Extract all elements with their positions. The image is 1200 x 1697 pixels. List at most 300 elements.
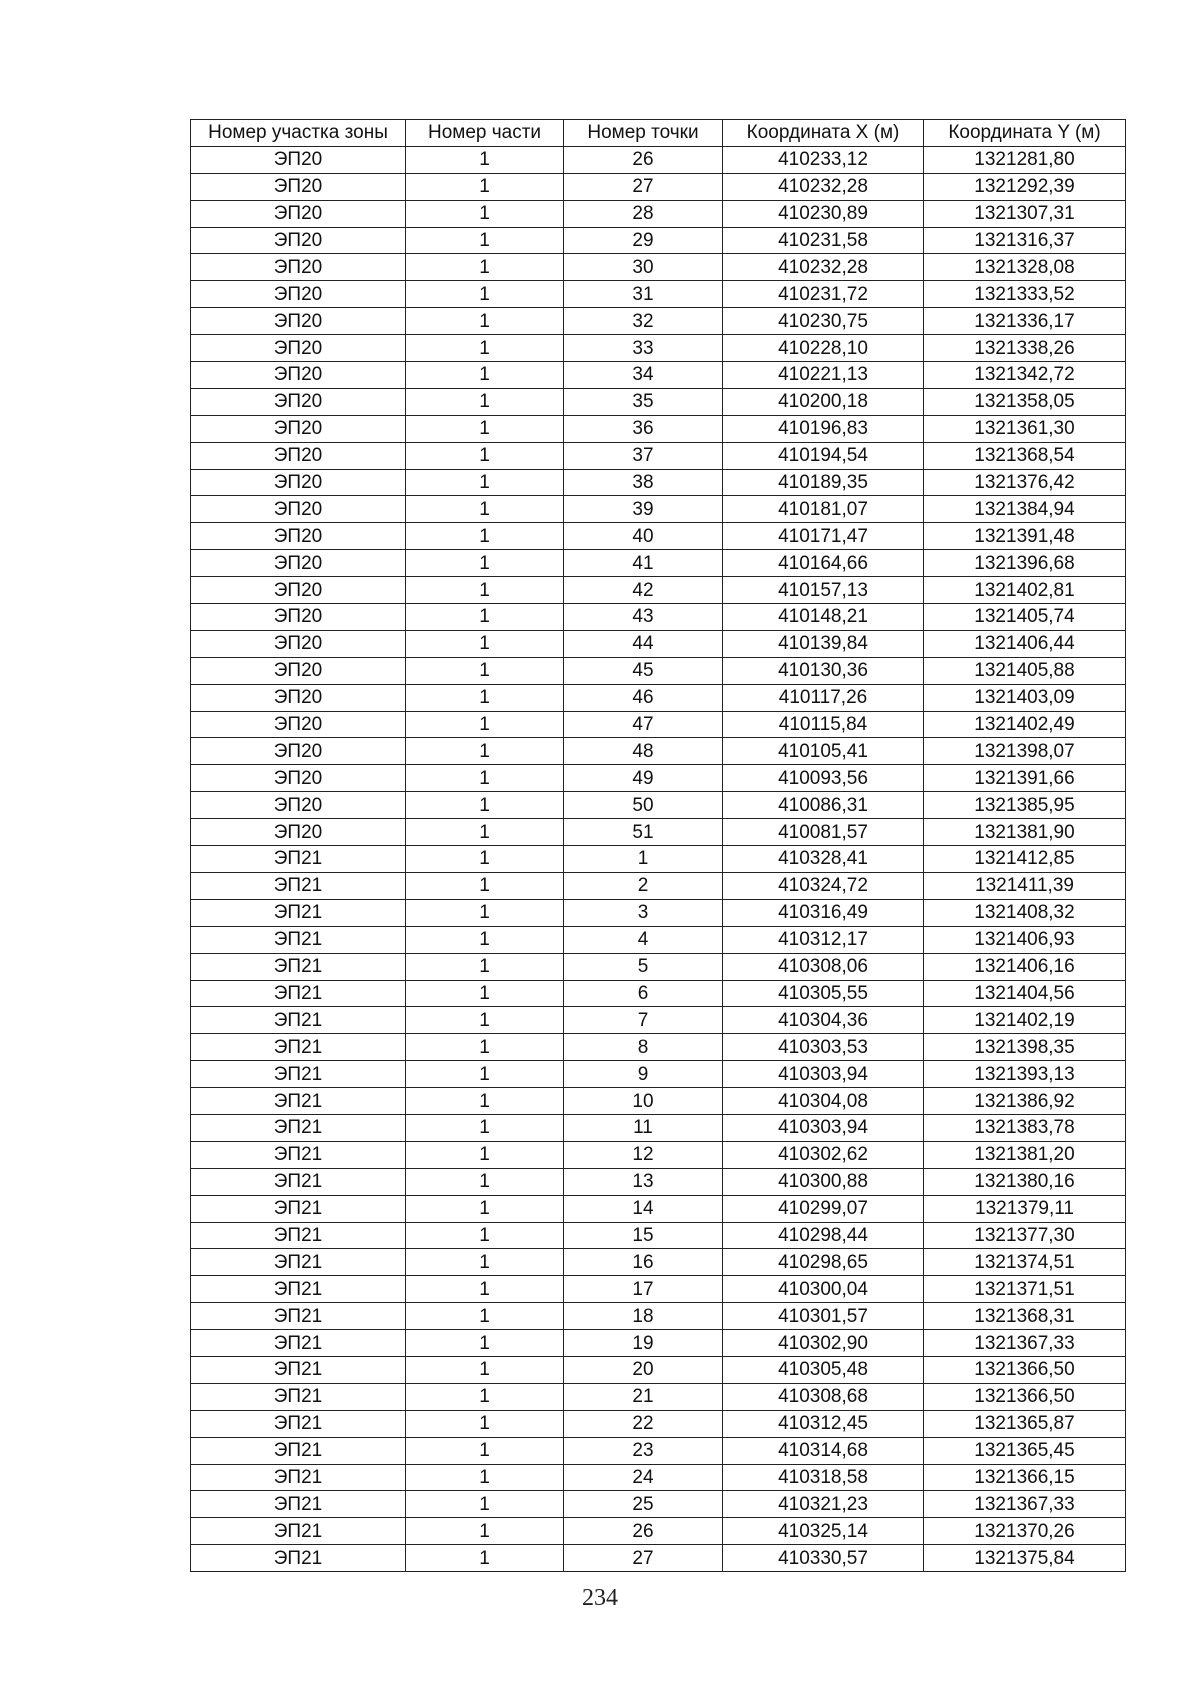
- point-number-cell: 28: [564, 200, 723, 227]
- zone-section-cell: ЭП20: [191, 657, 406, 684]
- zone-section-cell: ЭП21: [191, 1464, 406, 1491]
- point-number-cell: 43: [564, 604, 723, 631]
- coordinate-y-cell: 1321328,08: [924, 254, 1126, 281]
- header-coordinate-y: Координата Y (м): [924, 120, 1126, 147]
- zone-section-cell: ЭП21: [191, 1356, 406, 1383]
- coordinate-y-cell: 1321396,68: [924, 550, 1126, 577]
- part-number-cell: 1: [406, 819, 564, 846]
- coordinate-y-cell: 1321393,13: [924, 1061, 1126, 1088]
- zone-section-cell: ЭП20: [191, 200, 406, 227]
- coordinate-y-cell: 1321381,90: [924, 819, 1126, 846]
- point-number-cell: 45: [564, 657, 723, 684]
- point-number-cell: 51: [564, 819, 723, 846]
- coordinate-x-cell: 410086,31: [723, 792, 924, 819]
- part-number-cell: 1: [406, 254, 564, 281]
- zone-section-cell: ЭП21: [191, 846, 406, 873]
- coordinates-table: [190, 119, 1126, 1572]
- coordinate-y-cell: 1321385,95: [924, 792, 1126, 819]
- point-number-cell: 44: [564, 630, 723, 657]
- zone-section-cell: ЭП21: [191, 1330, 406, 1357]
- table-row: [191, 496, 1126, 523]
- coordinate-y-cell: 1321358,05: [924, 388, 1126, 415]
- table-row: [191, 200, 1126, 227]
- part-number-cell: 1: [406, 1491, 564, 1518]
- point-number-cell: 34: [564, 362, 723, 389]
- coordinate-x-cell: 410304,08: [723, 1088, 924, 1115]
- table-row: [191, 1114, 1126, 1141]
- coordinate-x-cell: 410300,88: [723, 1168, 924, 1195]
- coordinate-x-cell: 410189,35: [723, 469, 924, 496]
- table-row: [191, 550, 1126, 577]
- point-number-cell: 42: [564, 577, 723, 604]
- zone-section-cell: ЭП21: [191, 1222, 406, 1249]
- point-number-cell: 5: [564, 953, 723, 980]
- coordinate-x-cell: 410304,36: [723, 1007, 924, 1034]
- coordinate-x-cell: 410230,89: [723, 200, 924, 227]
- part-number-cell: 1: [406, 1061, 564, 1088]
- table-row: [191, 308, 1126, 335]
- part-number-cell: 1: [406, 630, 564, 657]
- zone-section-cell: ЭП20: [191, 684, 406, 711]
- point-number-cell: 37: [564, 442, 723, 469]
- table-row: [191, 604, 1126, 631]
- point-number-cell: 12: [564, 1141, 723, 1168]
- table-row: [191, 254, 1126, 281]
- coordinate-y-cell: 1321411,39: [924, 872, 1126, 899]
- coordinate-x-cell: 410157,13: [723, 577, 924, 604]
- table-row: [191, 1276, 1126, 1303]
- point-number-cell: 9: [564, 1061, 723, 1088]
- zone-section-cell: ЭП21: [191, 953, 406, 980]
- zone-section-cell: ЭП20: [191, 442, 406, 469]
- table-row: [191, 415, 1126, 442]
- table-row: [191, 684, 1126, 711]
- part-number-cell: 1: [406, 1034, 564, 1061]
- zone-section-cell: ЭП21: [191, 980, 406, 1007]
- table-row: [191, 657, 1126, 684]
- table-row: [191, 1061, 1126, 1088]
- zone-section-cell: ЭП20: [191, 362, 406, 389]
- coordinate-x-cell: 410301,57: [723, 1303, 924, 1330]
- part-number-cell: 1: [406, 388, 564, 415]
- part-number-cell: 1: [406, 604, 564, 631]
- zone-section-cell: ЭП20: [191, 792, 406, 819]
- zone-section-cell: ЭП21: [191, 872, 406, 899]
- point-number-cell: 41: [564, 550, 723, 577]
- zone-section-cell: ЭП20: [191, 146, 406, 173]
- table-row: [191, 819, 1126, 846]
- zone-section-cell: ЭП21: [191, 1545, 406, 1572]
- coordinate-y-cell: 1321375,84: [924, 1545, 1126, 1572]
- coordinate-y-cell: 1321408,32: [924, 899, 1126, 926]
- point-number-cell: 47: [564, 711, 723, 738]
- part-number-cell: 1: [406, 146, 564, 173]
- table-row: [191, 846, 1126, 873]
- point-number-cell: 39: [564, 496, 723, 523]
- coordinate-x-cell: 410316,49: [723, 899, 924, 926]
- part-number-cell: 1: [406, 1356, 564, 1383]
- zone-section-cell: ЭП21: [191, 1088, 406, 1115]
- table-row: [191, 523, 1126, 550]
- part-number-cell: 1: [406, 953, 564, 980]
- coordinate-y-cell: 1321402,19: [924, 1007, 1126, 1034]
- coordinate-x-cell: 410318,58: [723, 1464, 924, 1491]
- part-number-cell: 1: [406, 980, 564, 1007]
- table-row: [191, 227, 1126, 254]
- coordinate-x-cell: 410200,18: [723, 388, 924, 415]
- zone-section-cell: ЭП21: [191, 926, 406, 953]
- point-number-cell: 2: [564, 872, 723, 899]
- zone-section-cell: ЭП20: [191, 630, 406, 657]
- point-number-cell: 8: [564, 1034, 723, 1061]
- zone-section-cell: ЭП20: [191, 254, 406, 281]
- coordinate-x-cell: 410305,55: [723, 980, 924, 1007]
- point-number-cell: 1: [564, 846, 723, 873]
- point-number-cell: 16: [564, 1249, 723, 1276]
- part-number-cell: 1: [406, 496, 564, 523]
- point-number-cell: 17: [564, 1276, 723, 1303]
- coordinate-y-cell: 1321366,50: [924, 1356, 1126, 1383]
- coordinate-x-cell: 410328,41: [723, 846, 924, 873]
- point-number-cell: 18: [564, 1303, 723, 1330]
- table-row: [191, 1518, 1126, 1545]
- part-number-cell: 1: [406, 308, 564, 335]
- zone-section-cell: ЭП21: [191, 1437, 406, 1464]
- point-number-cell: 4: [564, 926, 723, 953]
- coordinate-x-cell: 410302,90: [723, 1330, 924, 1357]
- table-row: [191, 469, 1126, 496]
- point-number-cell: 20: [564, 1356, 723, 1383]
- part-number-cell: 1: [406, 1545, 564, 1572]
- table-row: [191, 738, 1126, 765]
- coordinate-y-cell: 1321405,88: [924, 657, 1126, 684]
- coordinate-x-cell: 410303,94: [723, 1114, 924, 1141]
- coordinate-x-cell: 410321,23: [723, 1491, 924, 1518]
- header-part-number: Номер части: [406, 120, 564, 147]
- zone-section-cell: ЭП21: [191, 1491, 406, 1518]
- point-number-cell: 19: [564, 1330, 723, 1357]
- zone-section-cell: ЭП21: [191, 1114, 406, 1141]
- table-row: [191, 792, 1126, 819]
- coordinate-x-cell: 410303,53: [723, 1034, 924, 1061]
- table-row: [191, 362, 1126, 389]
- coordinate-x-cell: 410228,10: [723, 335, 924, 362]
- part-number-cell: 1: [406, 926, 564, 953]
- zone-section-cell: ЭП20: [191, 308, 406, 335]
- part-number-cell: 1: [406, 872, 564, 899]
- table-row: [191, 1330, 1126, 1357]
- zone-section-cell: ЭП21: [191, 1061, 406, 1088]
- zone-section-cell: ЭП20: [191, 604, 406, 631]
- table-row: [191, 146, 1126, 173]
- zone-section-cell: ЭП21: [191, 1276, 406, 1303]
- point-number-cell: 13: [564, 1168, 723, 1195]
- coordinate-y-cell: 1321370,26: [924, 1518, 1126, 1545]
- point-number-cell: 25: [564, 1491, 723, 1518]
- coordinate-y-cell: 1321384,94: [924, 496, 1126, 523]
- coordinate-y-cell: 1321377,30: [924, 1222, 1126, 1249]
- zone-section-cell: ЭП20: [191, 819, 406, 846]
- zone-section-cell: ЭП20: [191, 335, 406, 362]
- coordinate-y-cell: 1321403,09: [924, 684, 1126, 711]
- zone-section-cell: ЭП21: [191, 1007, 406, 1034]
- coordinate-y-cell: 1321338,26: [924, 335, 1126, 362]
- coordinate-x-cell: 410330,57: [723, 1545, 924, 1572]
- coordinate-y-cell: 1321391,66: [924, 765, 1126, 792]
- table-row: [191, 281, 1126, 308]
- table-row: [191, 1141, 1126, 1168]
- table-row: [191, 1491, 1126, 1518]
- part-number-cell: 1: [406, 1141, 564, 1168]
- zone-section-cell: ЭП21: [191, 1034, 406, 1061]
- coordinate-x-cell: 410300,04: [723, 1276, 924, 1303]
- coordinate-y-cell: 1321365,45: [924, 1437, 1126, 1464]
- part-number-cell: 1: [406, 281, 564, 308]
- coordinate-y-cell: 1321367,33: [924, 1491, 1126, 1518]
- zone-section-cell: ЭП21: [191, 1410, 406, 1437]
- coordinate-y-cell: 1321412,85: [924, 846, 1126, 873]
- part-number-cell: 1: [406, 1383, 564, 1410]
- coordinate-x-cell: 410232,28: [723, 173, 924, 200]
- coordinate-x-cell: 410324,72: [723, 872, 924, 899]
- point-number-cell: 36: [564, 415, 723, 442]
- coordinate-y-cell: 1321366,50: [924, 1383, 1126, 1410]
- coordinate-y-cell: 1321281,80: [924, 146, 1126, 173]
- point-number-cell: 24: [564, 1464, 723, 1491]
- coordinate-x-cell: 410231,72: [723, 281, 924, 308]
- table-row: [191, 1088, 1126, 1115]
- coordinate-y-cell: 1321333,52: [924, 281, 1126, 308]
- coordinate-y-cell: 1321365,87: [924, 1410, 1126, 1437]
- coordinate-x-cell: 410130,36: [723, 657, 924, 684]
- coordinate-y-cell: 1321361,30: [924, 415, 1126, 442]
- coordinate-y-cell: 1321380,16: [924, 1168, 1126, 1195]
- part-number-cell: 1: [406, 1276, 564, 1303]
- coordinate-y-cell: 1321379,11: [924, 1195, 1126, 1222]
- table-row: [191, 1249, 1126, 1276]
- coordinate-x-cell: 410308,06: [723, 953, 924, 980]
- point-number-cell: 29: [564, 227, 723, 254]
- coordinate-y-cell: 1321367,33: [924, 1330, 1126, 1357]
- table-row: [191, 872, 1126, 899]
- coordinate-x-cell: 410148,21: [723, 604, 924, 631]
- coordinate-x-cell: 410302,62: [723, 1141, 924, 1168]
- part-number-cell: 1: [406, 711, 564, 738]
- zone-section-cell: ЭП20: [191, 738, 406, 765]
- point-number-cell: 27: [564, 173, 723, 200]
- part-number-cell: 1: [406, 684, 564, 711]
- part-number-cell: 1: [406, 899, 564, 926]
- part-number-cell: 1: [406, 335, 564, 362]
- zone-section-cell: ЭП20: [191, 496, 406, 523]
- coordinate-x-cell: 410171,47: [723, 523, 924, 550]
- part-number-cell: 1: [406, 1222, 564, 1249]
- part-number-cell: 1: [406, 1518, 564, 1545]
- part-number-cell: 1: [406, 1007, 564, 1034]
- part-number-cell: 1: [406, 846, 564, 873]
- part-number-cell: 1: [406, 657, 564, 684]
- zone-section-cell: ЭП21: [191, 899, 406, 926]
- zone-section-cell: ЭП20: [191, 281, 406, 308]
- point-number-cell: 7: [564, 1007, 723, 1034]
- coordinate-y-cell: 1321402,49: [924, 711, 1126, 738]
- zone-section-cell: ЭП21: [191, 1383, 406, 1410]
- zone-section-cell: ЭП21: [191, 1168, 406, 1195]
- table-row: [191, 577, 1126, 604]
- coordinate-y-cell: 1321381,20: [924, 1141, 1126, 1168]
- point-number-cell: 30: [564, 254, 723, 281]
- coordinate-y-cell: 1321342,72: [924, 362, 1126, 389]
- point-number-cell: 3: [564, 899, 723, 926]
- coordinate-x-cell: 410181,07: [723, 496, 924, 523]
- coordinate-x-cell: 410081,57: [723, 819, 924, 846]
- zone-section-cell: ЭП21: [191, 1141, 406, 1168]
- table-row: [191, 1303, 1126, 1330]
- point-number-cell: 27: [564, 1545, 723, 1572]
- part-number-cell: 1: [406, 550, 564, 577]
- table-row: [191, 980, 1126, 1007]
- coordinate-x-cell: 410139,84: [723, 630, 924, 657]
- point-number-cell: 23: [564, 1437, 723, 1464]
- part-number-cell: 1: [406, 523, 564, 550]
- coordinate-x-cell: 410164,66: [723, 550, 924, 577]
- coordinate-x-cell: 410298,44: [723, 1222, 924, 1249]
- coordinate-y-cell: 1321368,31: [924, 1303, 1126, 1330]
- table-row: [191, 1168, 1126, 1195]
- table-row: [191, 926, 1126, 953]
- table-row: [191, 1437, 1126, 1464]
- coordinate-x-cell: 410232,28: [723, 254, 924, 281]
- table-row: [191, 953, 1126, 980]
- point-number-cell: 15: [564, 1222, 723, 1249]
- table-row: [191, 1383, 1126, 1410]
- zone-section-cell: ЭП20: [191, 173, 406, 200]
- point-number-cell: 21: [564, 1383, 723, 1410]
- coordinate-y-cell: 1321391,48: [924, 523, 1126, 550]
- coordinate-x-cell: 410115,84: [723, 711, 924, 738]
- table-row: [191, 1356, 1126, 1383]
- part-number-cell: 1: [406, 1195, 564, 1222]
- table-row: [191, 1007, 1126, 1034]
- zone-section-cell: ЭП21: [191, 1518, 406, 1545]
- part-number-cell: 1: [406, 442, 564, 469]
- point-number-cell: 26: [564, 1518, 723, 1545]
- coordinate-x-cell: 410117,26: [723, 684, 924, 711]
- part-number-cell: 1: [406, 1114, 564, 1141]
- zone-section-cell: ЭП21: [191, 1249, 406, 1276]
- coordinate-y-cell: 1321374,51: [924, 1249, 1126, 1276]
- zone-section-cell: ЭП20: [191, 550, 406, 577]
- part-number-cell: 1: [406, 227, 564, 254]
- part-number-cell: 1: [406, 738, 564, 765]
- zone-section-cell: ЭП20: [191, 577, 406, 604]
- point-number-cell: 35: [564, 388, 723, 415]
- zone-section-cell: ЭП20: [191, 711, 406, 738]
- point-number-cell: 11: [564, 1114, 723, 1141]
- coordinate-x-cell: 410305,48: [723, 1356, 924, 1383]
- coordinate-y-cell: 1321336,17: [924, 308, 1126, 335]
- point-number-cell: 26: [564, 146, 723, 173]
- page-number: 234: [582, 1585, 618, 1611]
- table-row: [191, 173, 1126, 200]
- coordinate-y-cell: 1321406,93: [924, 926, 1126, 953]
- coordinate-x-cell: 410105,41: [723, 738, 924, 765]
- part-number-cell: 1: [406, 1437, 564, 1464]
- table-row: [191, 1464, 1126, 1491]
- part-number-cell: 1: [406, 415, 564, 442]
- header-point-number: Номер точки: [564, 120, 723, 147]
- coordinate-y-cell: 1321366,15: [924, 1464, 1126, 1491]
- point-number-cell: 50: [564, 792, 723, 819]
- coordinate-y-cell: 1321371,51: [924, 1276, 1126, 1303]
- zone-section-cell: ЭП20: [191, 415, 406, 442]
- header-coordinate-x: Координата X (м): [723, 120, 924, 147]
- part-number-cell: 1: [406, 1330, 564, 1357]
- table-row: [191, 711, 1126, 738]
- part-number-cell: 1: [406, 362, 564, 389]
- point-number-cell: 48: [564, 738, 723, 765]
- coordinate-y-cell: 1321405,74: [924, 604, 1126, 631]
- table-row: [191, 1545, 1126, 1572]
- coordinate-y-cell: 1321398,07: [924, 738, 1126, 765]
- part-number-cell: 1: [406, 1249, 564, 1276]
- part-number-cell: 1: [406, 765, 564, 792]
- point-number-cell: 10: [564, 1088, 723, 1115]
- point-number-cell: 6: [564, 980, 723, 1007]
- coordinate-y-cell: 1321368,54: [924, 442, 1126, 469]
- table-header-row: [191, 120, 1126, 147]
- zone-section-cell: ЭП21: [191, 1195, 406, 1222]
- zone-section-cell: ЭП21: [191, 1303, 406, 1330]
- coordinate-x-cell: 410231,58: [723, 227, 924, 254]
- table-row: [191, 630, 1126, 657]
- table-row: [191, 899, 1126, 926]
- coordinate-x-cell: 410303,94: [723, 1061, 924, 1088]
- coordinate-y-cell: 1321402,81: [924, 577, 1126, 604]
- part-number-cell: 1: [406, 1410, 564, 1437]
- coordinate-x-cell: 410299,07: [723, 1195, 924, 1222]
- coordinate-x-cell: 410093,56: [723, 765, 924, 792]
- part-number-cell: 1: [406, 1303, 564, 1330]
- point-number-cell: 32: [564, 308, 723, 335]
- part-number-cell: 1: [406, 792, 564, 819]
- zone-section-cell: ЭП20: [191, 523, 406, 550]
- table-row: [191, 1195, 1126, 1222]
- zone-section-cell: ЭП20: [191, 765, 406, 792]
- coordinate-x-cell: 410196,83: [723, 415, 924, 442]
- coordinate-x-cell: 410325,14: [723, 1518, 924, 1545]
- table-row: [191, 335, 1126, 362]
- coordinate-x-cell: 410308,68: [723, 1383, 924, 1410]
- point-number-cell: 40: [564, 523, 723, 550]
- part-number-cell: 1: [406, 173, 564, 200]
- point-number-cell: 46: [564, 684, 723, 711]
- coordinate-y-cell: 1321383,78: [924, 1114, 1126, 1141]
- table-row: [191, 1222, 1126, 1249]
- table-row: [191, 1034, 1126, 1061]
- part-number-cell: 1: [406, 1088, 564, 1115]
- coordinate-x-cell: 410233,12: [723, 146, 924, 173]
- coordinate-y-cell: 1321292,39: [924, 173, 1126, 200]
- coordinate-x-cell: 410298,65: [723, 1249, 924, 1276]
- coordinate-y-cell: 1321406,44: [924, 630, 1126, 657]
- point-number-cell: 49: [564, 765, 723, 792]
- point-number-cell: 22: [564, 1410, 723, 1437]
- table-row: [191, 1410, 1126, 1437]
- coordinate-y-cell: 1321376,42: [924, 469, 1126, 496]
- point-number-cell: 38: [564, 469, 723, 496]
- part-number-cell: 1: [406, 200, 564, 227]
